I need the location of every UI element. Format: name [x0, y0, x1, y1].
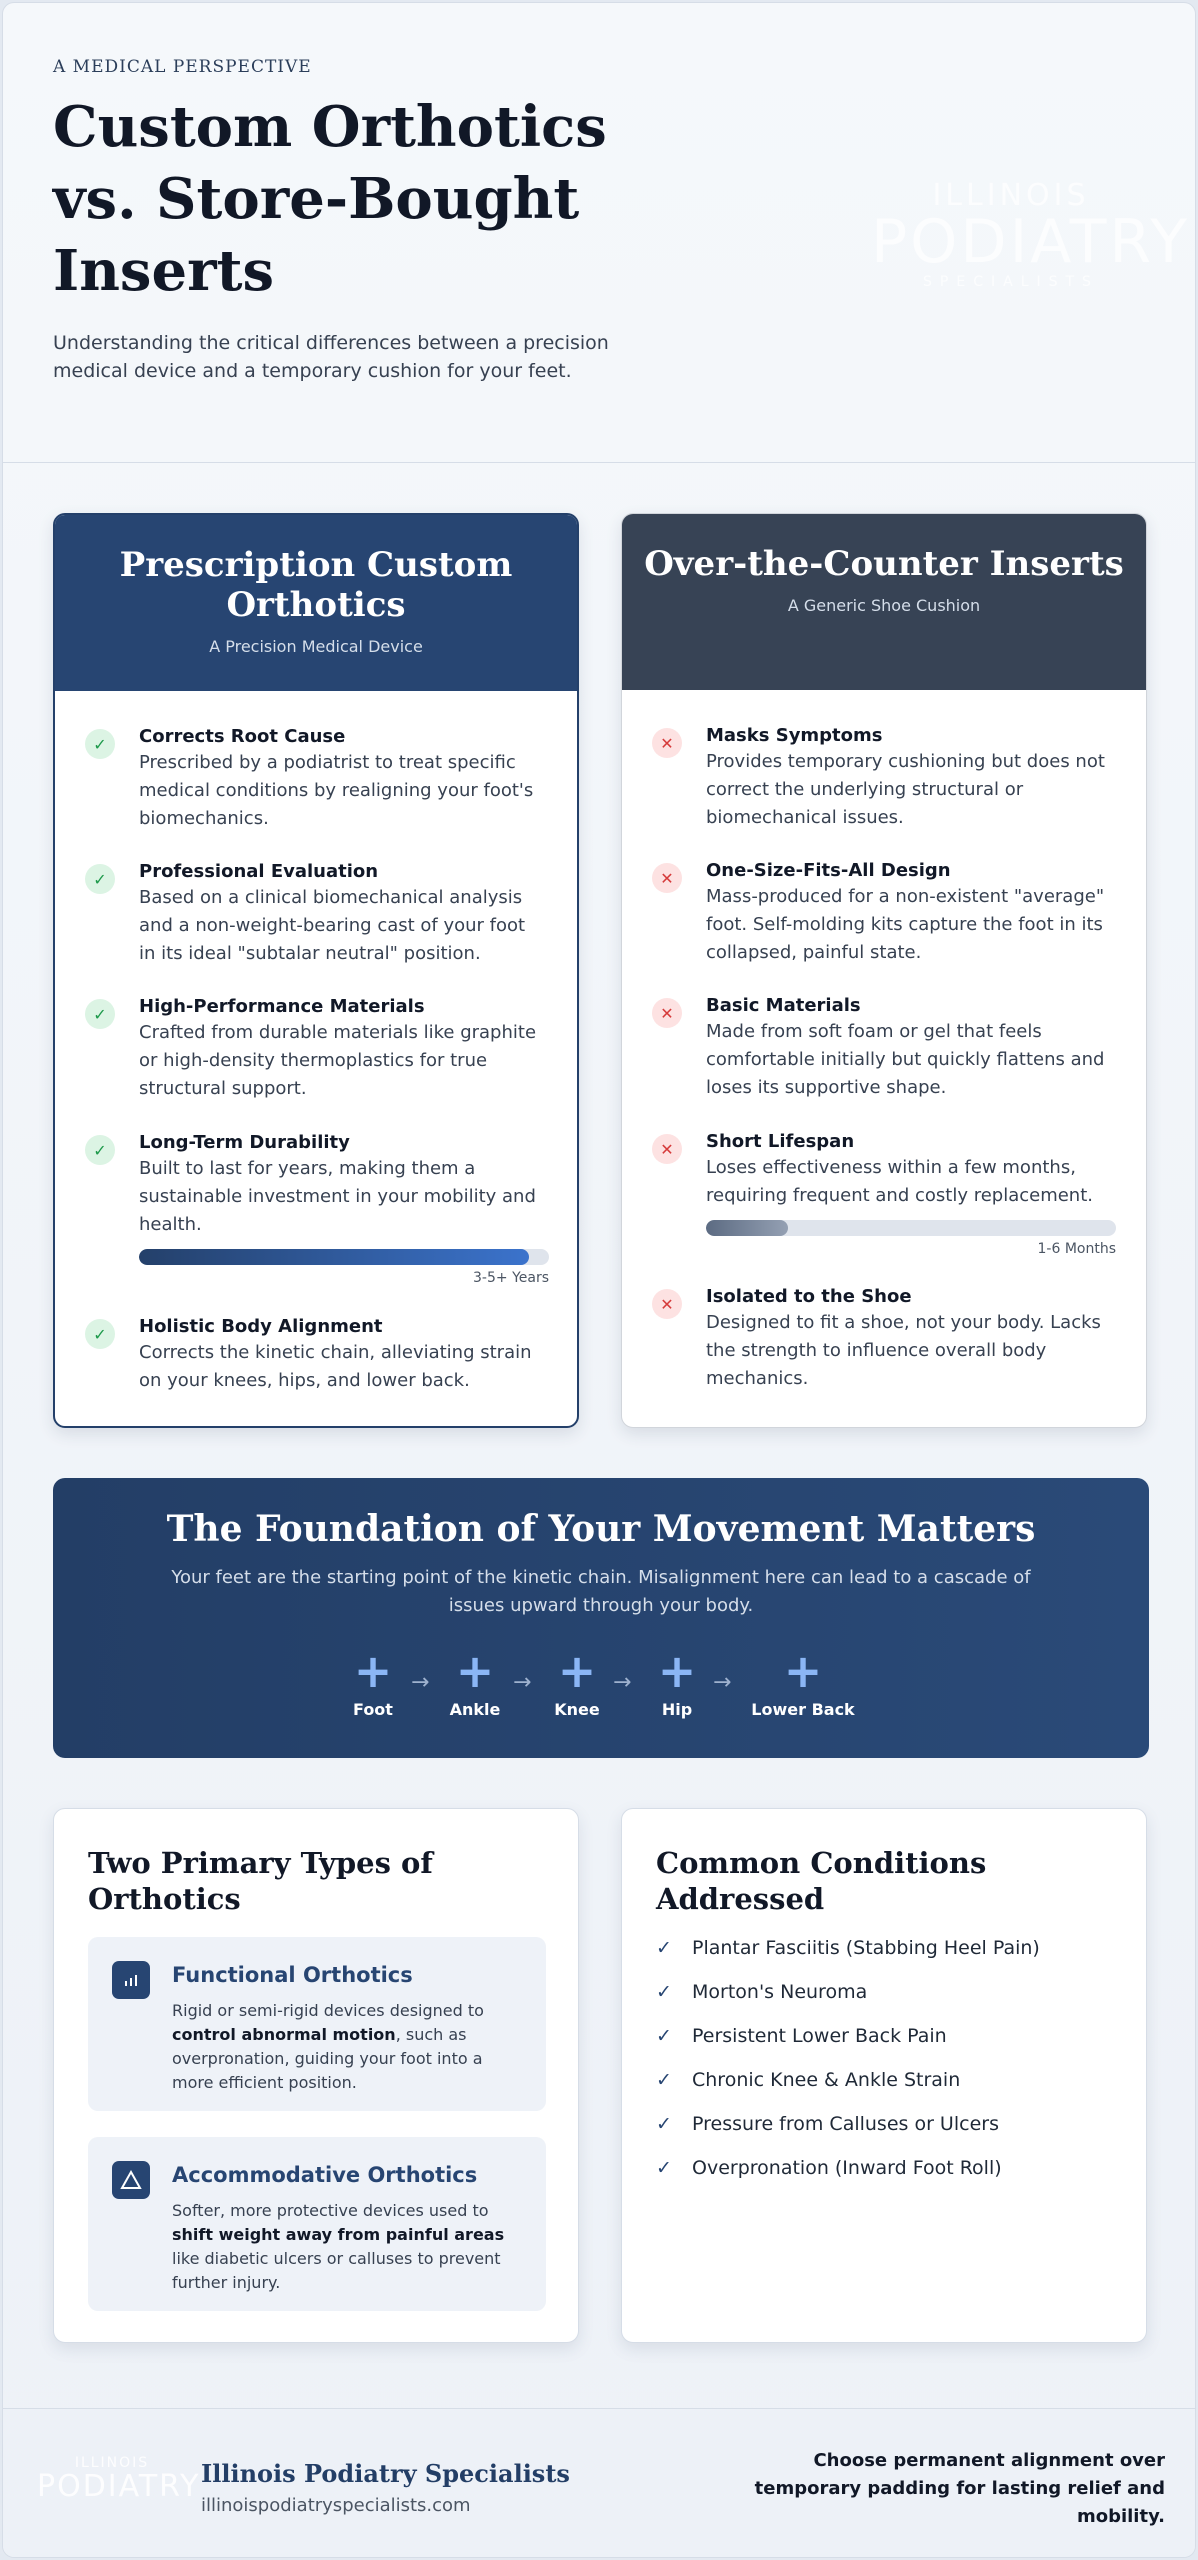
x-icon: ✕ — [652, 1289, 682, 1319]
feature-desc: Provides temporary cushioning but does not correct the underlying structural or biomechanical issues. — [706, 751, 1105, 828]
condition-item: ✓ Morton's Neuroma — [656, 1981, 868, 2003]
feature-item — [652, 724, 1112, 832]
check-icon: ✓ — [85, 1135, 115, 1165]
otc-title: Over-the-Counter Inserts — [644, 544, 1124, 584]
conditions-card — [621, 1808, 1147, 2343]
lifespan-bar — [706, 1220, 1116, 1236]
page-title: Custom Orthotics vs. Store-Bought Inserts — [53, 94, 607, 304]
footer-logo: ILLINOIS PODIATRY — [37, 2455, 201, 2504]
foundation-text: Your feet are the starting point of the kinetic chain. Misalignment here can lead to a cascade of issues upward through your body. — [171, 1567, 1031, 1616]
feature-item — [85, 995, 545, 1103]
lifespan-bar-fill — [706, 1220, 788, 1236]
condition-item: ✓ Persistent Lower Back Pain — [656, 2025, 947, 2047]
conditions-title: Common Conditions Addressed — [656, 1846, 987, 1916]
type-item-functional — [88, 1937, 546, 2111]
plus-icon: + — [657, 1644, 697, 1698]
feature-title: High-Performance Materials — [139, 996, 425, 1017]
type-desc: Softer, more protective devices used to shift weight away from painful areas like diabetic ulcers or calluses to prevent further injury. — [172, 2201, 505, 2292]
kinetic-chain — [53, 1646, 1149, 1726]
condition-item: ✓ Plantar Fasciitis (Stabbing Heel Pain) — [656, 1937, 1040, 1959]
plus-icon: + — [557, 1644, 597, 1698]
feature-title: One-Size-Fits-All Design — [706, 860, 951, 881]
feature-desc: Based on a clinical biomechanical analysis and a non-weight-bearing cast of your foot in its ideal "subtalar neutral" position. — [139, 887, 526, 964]
type-item-accommodative — [88, 2137, 546, 2311]
prescription-card — [53, 513, 579, 1428]
otc-card — [621, 513, 1147, 1428]
check-icon: ✓ — [85, 1319, 115, 1349]
arrow-right-icon: → — [411, 1670, 430, 1695]
plus-icon: + — [353, 1644, 393, 1698]
chain-node — [743, 1646, 863, 1719]
chain-node — [439, 1646, 511, 1719]
feature-title: Corrects Root Cause — [139, 726, 346, 747]
types-title: Two Primary Types of Orthotics — [88, 1846, 433, 1916]
prescription-card-header — [55, 515, 577, 691]
watermark-logo: ILLINOIS PODIATRY SPECIALISTS — [871, 178, 1190, 290]
lifespan-bar — [139, 1249, 549, 1265]
x-icon: ✕ — [652, 998, 682, 1028]
infographic-page — [2, 2, 1196, 2558]
chain-label: Knee — [554, 1700, 600, 1719]
feature-item — [85, 860, 545, 968]
otc-card-header — [622, 514, 1146, 690]
feature-title: Holistic Body Alignment — [139, 1316, 383, 1337]
feature-item — [652, 1285, 1112, 1393]
feature-desc: Made from soft foam or gel that feels comfortable initially but quickly flattens and loses its supportive shape. — [706, 1021, 1105, 1098]
triangle-icon — [112, 2161, 150, 2199]
feature-desc: Designed to fit a shoe, not your body. Lacks the strength to influence overall body mechanics. — [706, 1312, 1101, 1389]
feature-title: Isolated to the Shoe — [706, 1286, 912, 1307]
feature-desc: Loses effectiveness within a few months, requiring frequent and costly replacement. — [706, 1157, 1093, 1206]
checkmark-icon: ✓ — [656, 2025, 672, 2047]
checkmark-icon: ✓ — [656, 1937, 672, 1959]
x-icon: ✕ — [652, 863, 682, 893]
feature-item — [85, 725, 545, 833]
chain-node — [343, 1646, 403, 1719]
checkmark-icon: ✓ — [656, 2113, 672, 2135]
otc-subtitle: A Generic Shoe Cushion — [787, 596, 981, 615]
feature-title: Professional Evaluation — [139, 861, 379, 882]
chain-label: Lower Back — [751, 1700, 855, 1719]
feature-item — [85, 1315, 545, 1395]
prescription-title: Prescription Custom Orthotics — [119, 545, 513, 625]
chain-node — [641, 1646, 713, 1719]
chain-node — [541, 1646, 613, 1719]
condition-item: ✓ Overpronation (Inward Foot Roll) — [656, 2157, 1002, 2179]
chain-label: Ankle — [449, 1700, 501, 1719]
feature-desc: Mass-produced for a non-existent "average" foot. Self-molding kits capture the foot in its collapsed, painful state. — [706, 886, 1105, 963]
footer-company-name: Illinois Podiatry Specialists — [201, 2459, 570, 2488]
foundation-banner — [53, 1478, 1149, 1758]
foundation-title: The Foundation of Your Movement Matters — [166, 1508, 1036, 1550]
checkmark-icon: ✓ — [656, 2069, 672, 2091]
feature-desc: Crafted from durable materials like graphite or high-density thermoplastics for true structural support. — [139, 1022, 537, 1099]
condition-item: ✓ Chronic Knee & Ankle Strain — [656, 2069, 961, 2091]
plus-icon: + — [783, 1644, 823, 1698]
plus-icon: + — [455, 1644, 495, 1698]
footer-website[interactable]: illinoispodiatryspecialists.com — [201, 2495, 471, 2516]
arrow-right-icon: → — [513, 1670, 532, 1695]
feature-desc: Built to last for years, making them a sustainable investment in your mobility and health. — [139, 1158, 536, 1235]
feature-desc: Prescribed by a podiatrist to treat specific medical conditions by realigning your foot's biomechanics. — [139, 752, 534, 829]
feature-desc: Corrects the kinetic chain, alleviating strain on your knees, hips, and lower back. — [139, 1342, 532, 1391]
footer-tagline: Choose permanent alignment over temporary padding for lasting relief and mobility. — [754, 2450, 1165, 2527]
header — [3, 3, 1196, 463]
lifespan-bar-fill — [139, 1249, 529, 1265]
feature-item — [652, 859, 1112, 967]
checkmark-icon: ✓ — [656, 2157, 672, 2179]
x-icon: ✕ — [652, 1134, 682, 1164]
footer — [3, 2408, 1196, 2558]
x-icon: ✕ — [652, 728, 682, 758]
eyebrow: A MEDICAL PERSPECTIVE — [53, 57, 312, 77]
feature-item — [652, 1130, 1112, 1210]
orthotic-types-card — [53, 1808, 579, 2343]
prescription-subtitle: A Precision Medical Device — [209, 637, 423, 656]
feature-item — [85, 1131, 545, 1239]
check-icon: ✓ — [85, 729, 115, 759]
arrow-right-icon: → — [613, 1670, 632, 1695]
type-desc: Rigid or semi-rigid devices designed to control abnormal motion, such as overpronation, guiding your foot into a more efficient position. — [172, 2001, 484, 2092]
feature-title: Masks Symptoms — [706, 725, 883, 746]
chain-label: Foot — [353, 1700, 393, 1719]
feature-title: Short Lifespan — [706, 1131, 855, 1152]
feature-item — [652, 994, 1112, 1102]
arrow-right-icon: → — [713, 1670, 732, 1695]
type-title: Accommodative Orthotics — [172, 2163, 478, 2187]
check-icon: ✓ — [85, 999, 115, 1029]
feature-title: Long-Term Durability — [139, 1132, 350, 1153]
lifespan-label: 3-5+ Years — [473, 1270, 549, 1286]
feature-title: Basic Materials — [706, 995, 861, 1016]
lifespan-label: 1-6 Months — [1037, 1241, 1116, 1257]
chain-label: Hip — [661, 1700, 693, 1719]
check-icon: ✓ — [85, 864, 115, 894]
type-title: Functional Orthotics — [172, 1963, 413, 1987]
bar-chart-icon — [112, 1961, 150, 1999]
intro-text: Understanding the critical differences between a precision medical device and a temporary cushion for your feet. — [53, 332, 609, 382]
condition-item: ✓ Pressure from Calluses or Ulcers — [656, 2113, 999, 2135]
checkmark-icon: ✓ — [656, 1981, 672, 2003]
